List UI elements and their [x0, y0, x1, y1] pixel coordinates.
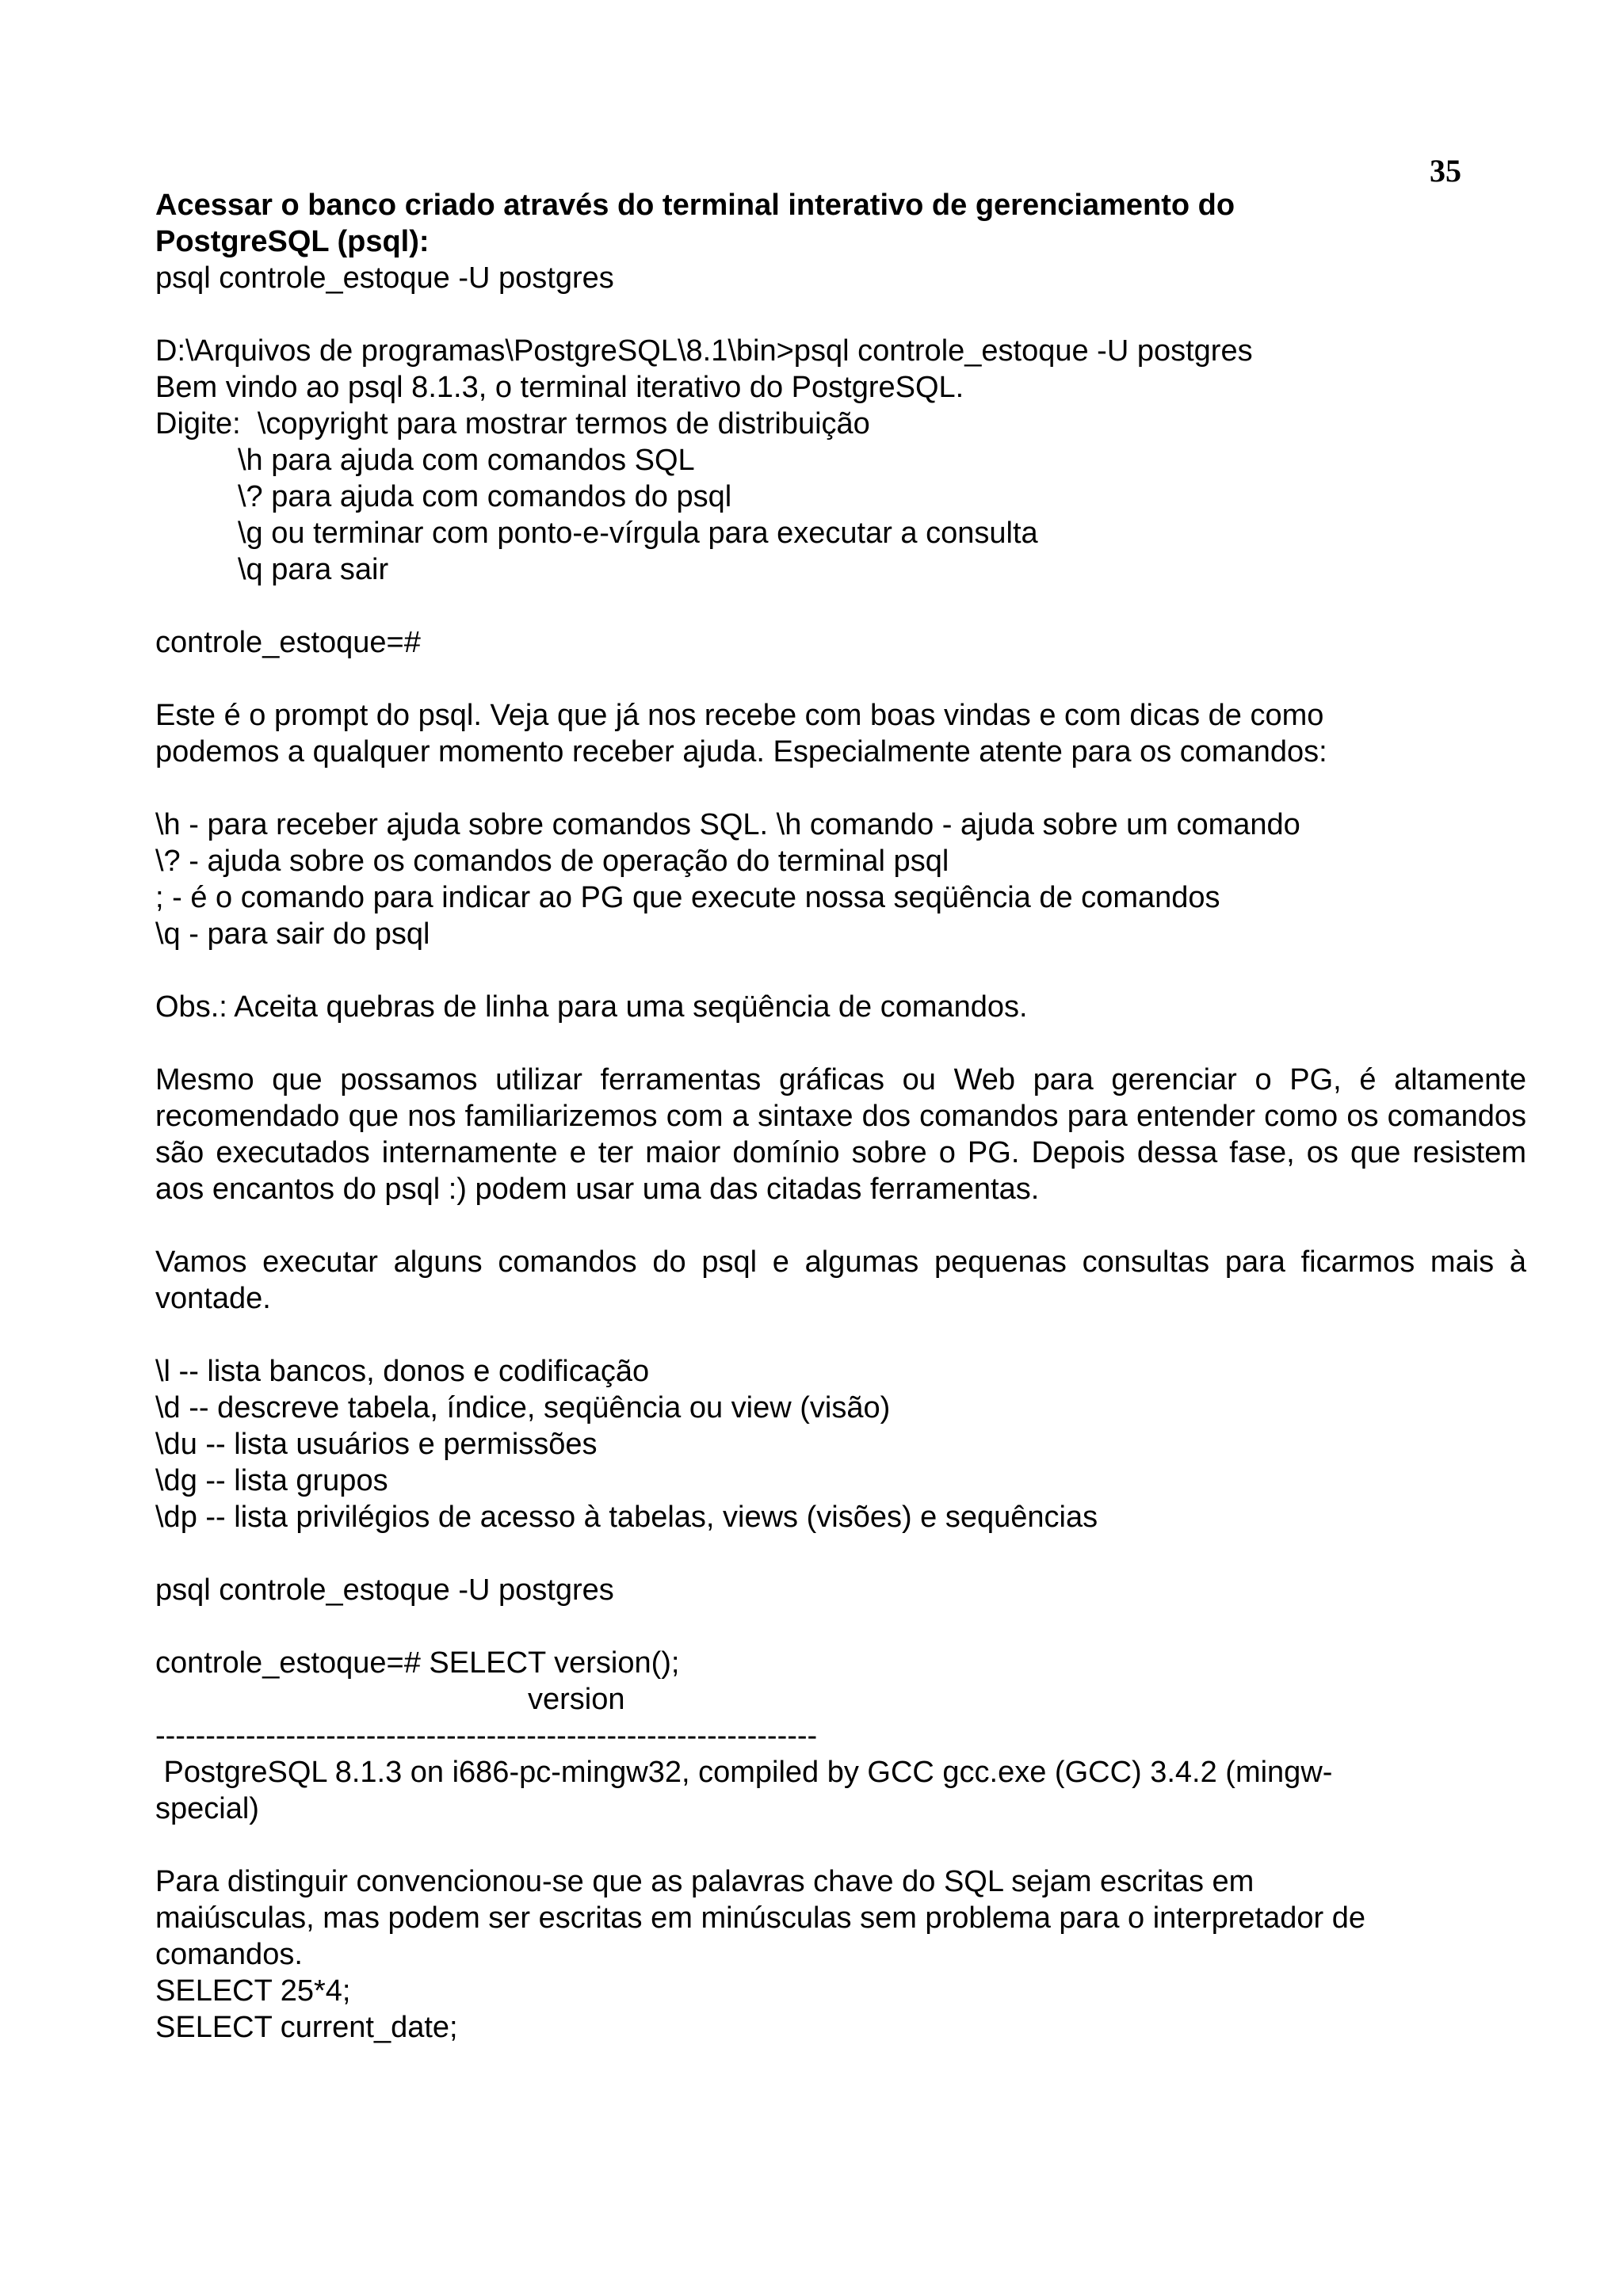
blank-line — [155, 588, 1526, 624]
blank-line — [155, 1317, 1526, 1353]
session-line: Bem vindo ao psql 8.1.3, o terminal iterativo do PostgreSQL. — [155, 371, 964, 404]
version-result-line: PostgreSQL 8.1.3 on i686-pc-mingw32, compiled by GCC gcc.exe (GCC) 3.4.2 (mingw- — [155, 1756, 1333, 1789]
version-result-line: special) — [155, 1792, 259, 1825]
paragraph-tools: Mesmo que possamos utilizar ferramentas gráficas ou Web para gerenciar o PG, é altamente recomendado que nos familiarizemos com a sintaxe dos comandos para entender como os comandos são executados internamente e ter maior domínio sobre o PG. Depois dessa fase, os que resistem aos encantos do psql :) podem usar uma das citadas ferramentas. — [155, 1063, 1526, 1206]
prompt-explanation-line: podemos a qualquer momento receber ajuda. Especialmente atente para os comandos: — [155, 735, 1327, 769]
page-number: 35 — [1430, 153, 1461, 189]
meta-command-item: \dg -- lista grupos — [155, 1464, 388, 1497]
session-line: D:\Arquivos de programas\PostgreSQL\8.1\bin>psql controle_estoque -U postgres — [155, 334, 1253, 368]
blank-line — [155, 1025, 1526, 1062]
meta-command-item: \d -- descreve tabela, índice, seqüência ou view (visão) — [155, 1391, 891, 1425]
keywords-note-line: maiúsculas, mas podem ser escritas em minúsculas sem problema para o interpretador de — [155, 1901, 1365, 1935]
example-query: SELECT 25*4; — [155, 1974, 351, 2008]
command-item: \q - para sair do psql — [155, 917, 430, 951]
blank-line — [155, 1535, 1526, 1572]
session-hint: \q para sair — [238, 553, 389, 586]
blank-line — [155, 952, 1526, 989]
blank-line — [155, 770, 1526, 807]
command-item: \h - para receber ajuda sobre comandos SQL. \h comando - ajuda sobre um comando — [155, 808, 1300, 841]
example-query: SELECT current_date; — [155, 2011, 458, 2044]
connect-command-2: psql controle_estoque -U postgres — [155, 1573, 614, 1607]
section-heading-line-2: PostgreSQL (psql): — [155, 225, 430, 258]
connect-command: psql controle_estoque -U postgres — [155, 261, 614, 295]
paragraph-execute: Vamos executar alguns comandos do psql e algumas pequenas consultas para ficarmos mais à vontade. — [155, 1245, 1526, 1315]
blank-line — [155, 1827, 1526, 1863]
version-column-header: version — [528, 1683, 625, 1716]
version-separator: ------------------------------------------------------------------ — [155, 1719, 818, 1753]
meta-command-item: \dp -- lista privilégios de acesso à tabelas, views (visões) e sequências — [155, 1501, 1098, 1534]
meta-command-item: \l -- lista bancos, donos e codificação — [155, 1355, 650, 1388]
meta-command-item: \du -- lista usuários e permissões — [155, 1428, 598, 1461]
page-content — [155, 187, 1526, 2046]
session-line: Digite: \copyright para mostrar termos de distribuição — [155, 407, 870, 441]
prompt-explanation-line: Este é o prompt do psql. Veja que já nos recebe com boas vindas e com dicas de como — [155, 699, 1324, 732]
version-query-command: controle_estoque=# SELECT version(); — [155, 1646, 680, 1680]
blank-line — [155, 296, 1526, 333]
session-prompt: controle_estoque=# — [155, 626, 421, 659]
session-hint: \h para ajuda com comandos SQL — [238, 444, 695, 477]
blank-line — [155, 1608, 1526, 1645]
blank-line — [155, 1207, 1526, 1244]
session-hint: \? para ajuda com comandos do psql — [238, 480, 732, 513]
command-item: ; - é o comando para indicar ao PG que execute nossa seqüência de comandos — [155, 881, 1220, 914]
obs-note: Obs.: Aceita quebras de linha para uma seqüência de comandos. — [155, 990, 1028, 1024]
command-item: \? - ajuda sobre os comandos de operação do terminal psql — [155, 845, 949, 878]
keywords-note-line: Para distinguir convencionou-se que as palavras chave do SQL sejam escritas em — [155, 1865, 1254, 1898]
blank-line — [155, 661, 1526, 697]
section-heading-line-1: Acessar o banco criado através do terminal interativo de gerenciamento do — [155, 189, 1235, 222]
keywords-note-line: comandos. — [155, 1938, 303, 1971]
session-hint: \g ou terminar com ponto-e-vírgula para executar a consulta — [238, 517, 1038, 550]
